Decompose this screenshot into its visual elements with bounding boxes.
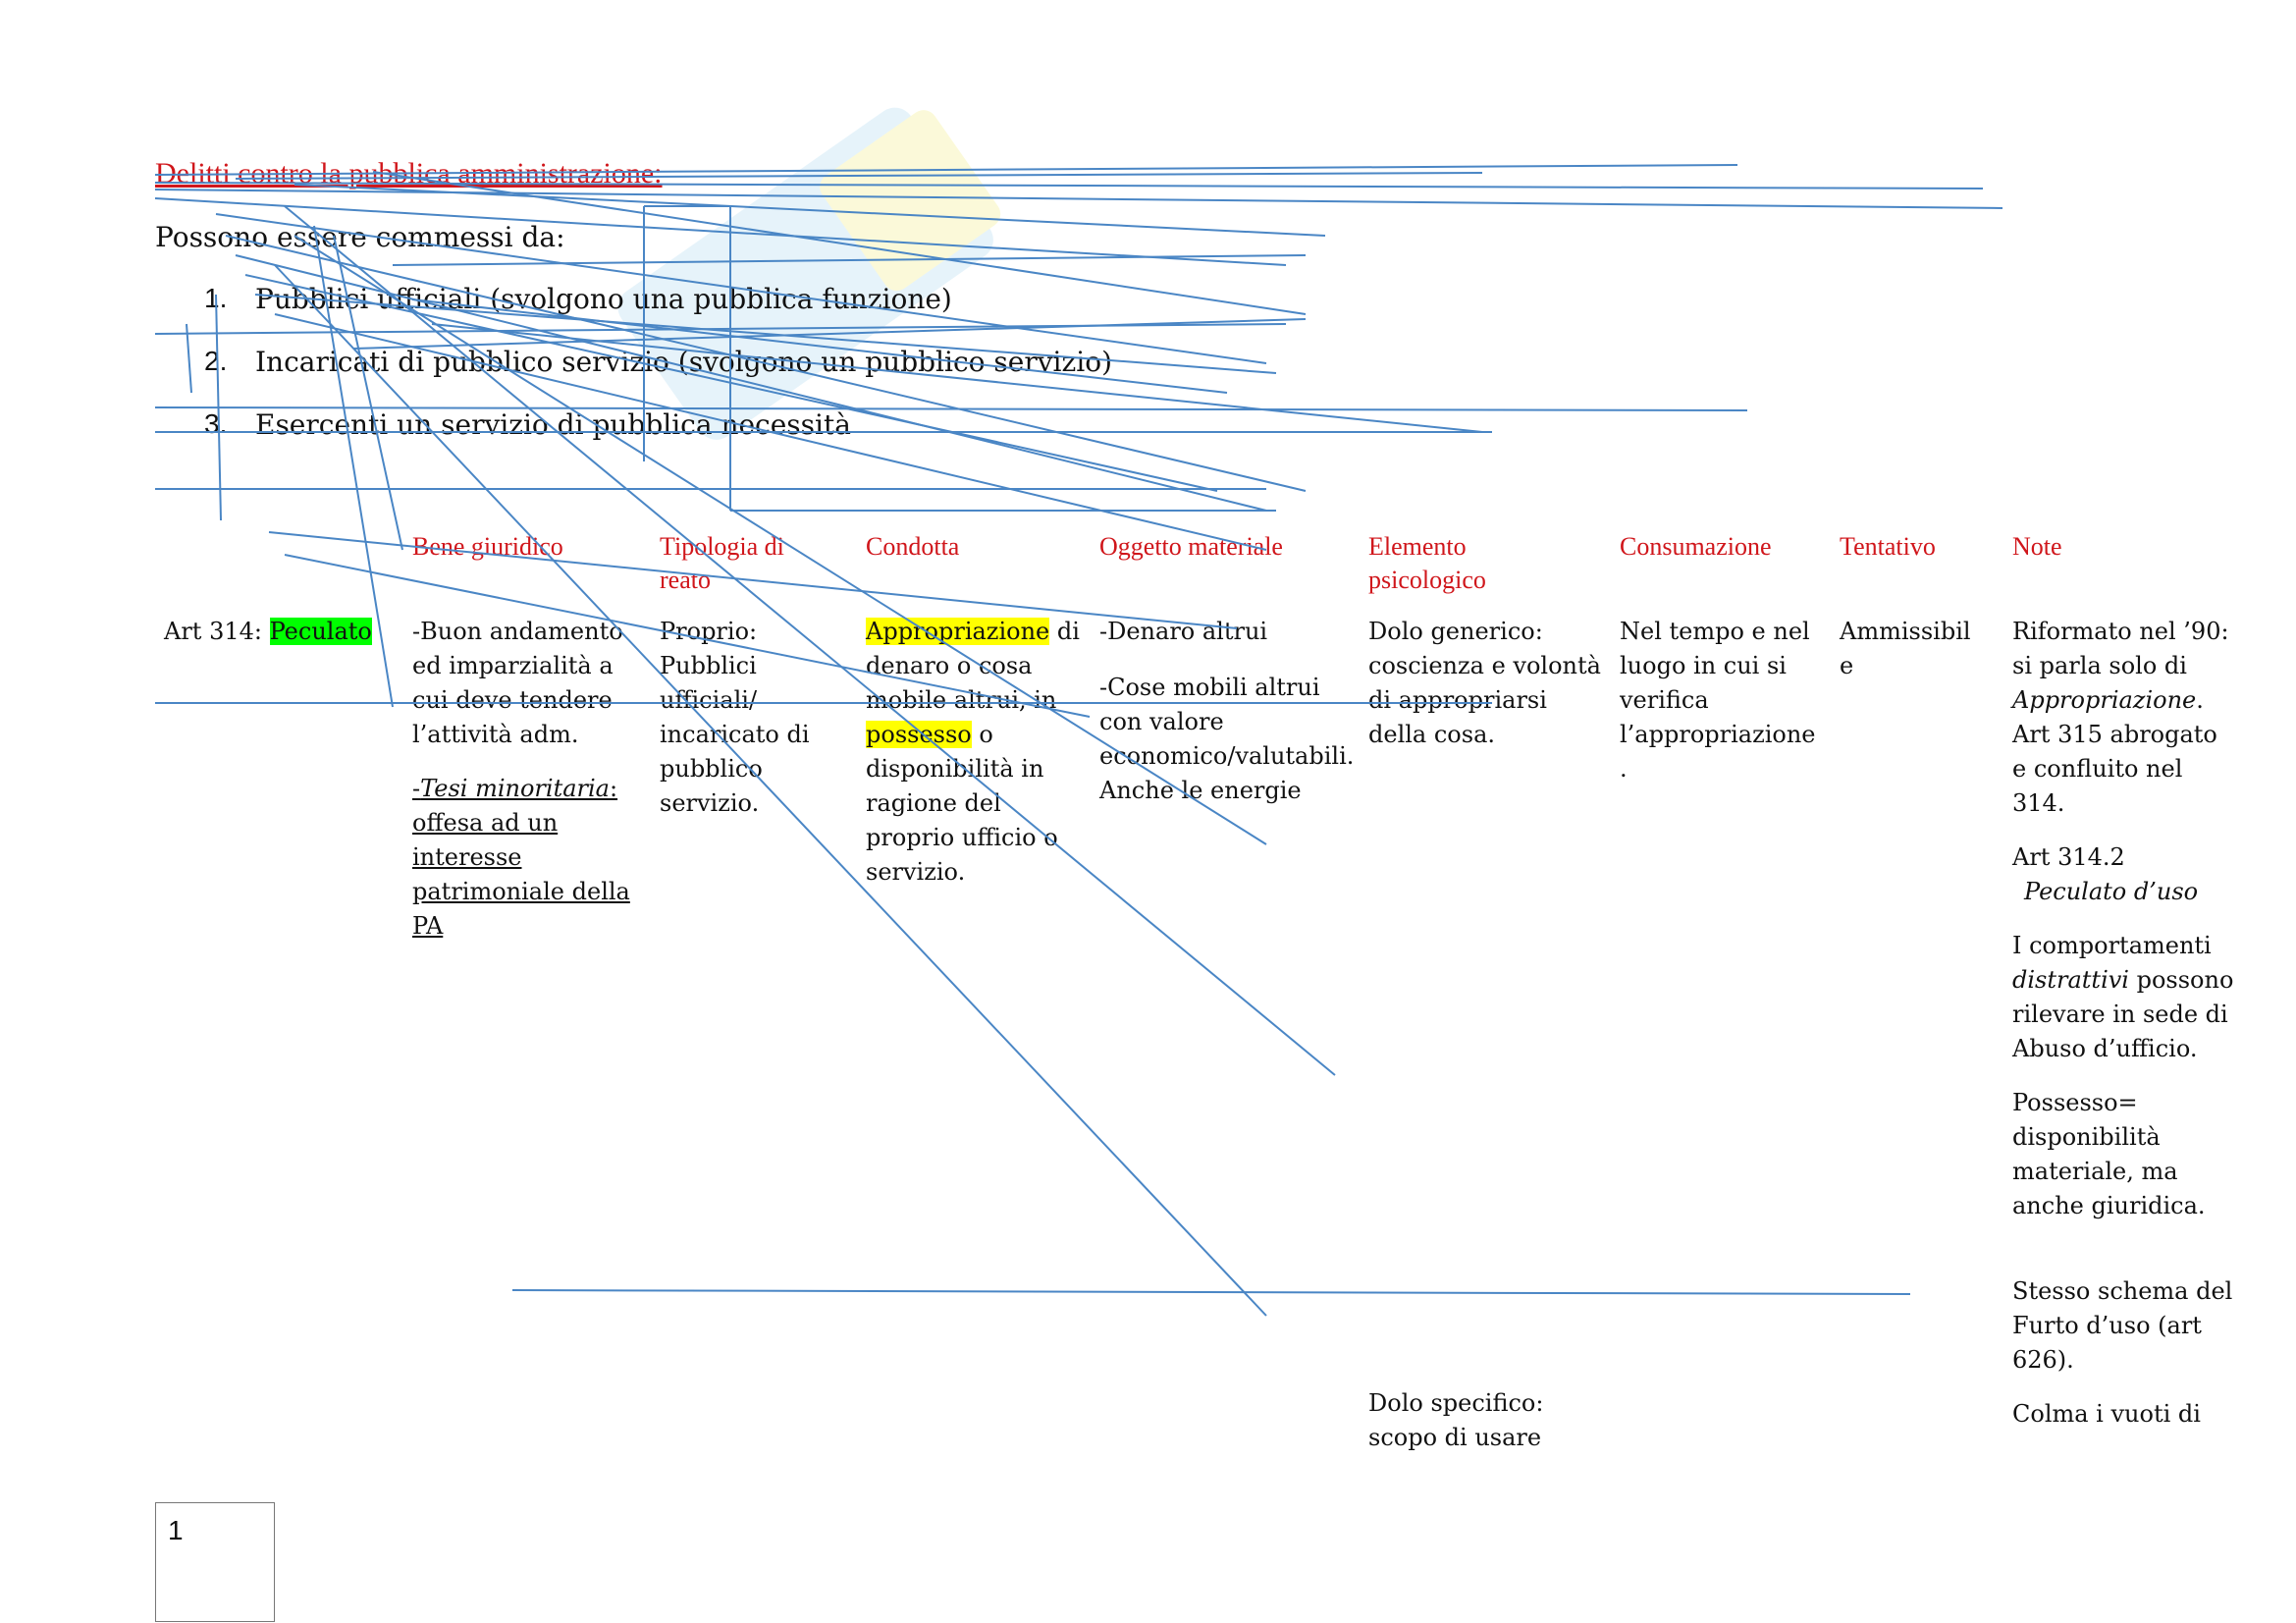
header-tentativo: Tentativo xyxy=(1840,532,1936,561)
cell-note: Riformato nel ’90: si parla solo di Appropriazione. Art 315 abrogato e confluito nel 314. Art 314.2 Peculato d’uso I comportamenti distrattivi possono rilevare in sede di Abuso d’ufficio. Possesso= disponibilità materiale, ma anche giuridica. xyxy=(2012,618,2234,1219)
list-item: 2. Incaricati di pubblico servizio (svolgono un pubblico servizio) xyxy=(204,346,1112,378)
intro-text: Possono essere commessi da: xyxy=(155,221,565,253)
cell-note-continued: Stesso schema del Furto d’uso (art 626). Colma i vuoti di xyxy=(2012,1277,2233,1428)
cell-elemento-psicologico-dolo-specifico: Dolo specifico: scopo di usare xyxy=(1368,1389,1544,1451)
document-title: Delitti contro la pubblica amministrazione: xyxy=(155,157,663,189)
cell-tipologia: Proprio: Pubblici ufficiali/ incaricato di pubblico servizio. xyxy=(660,618,810,817)
list-item: 3. Esercenti un servizio di pubblica necessità xyxy=(204,408,851,441)
cell-consumazione: Nel tempo e nel luogo in cui si verifica l’appropriazione . xyxy=(1620,618,1816,783)
header-oggetto-materiale: Oggetto materiale xyxy=(1099,532,1283,561)
row-article-label: Art 314: Peculato xyxy=(164,618,372,645)
header-consumazione: Consumazione xyxy=(1620,532,1772,561)
page-number: 1 xyxy=(155,1502,275,1622)
article-name-highlight: Peculato xyxy=(269,618,372,645)
cell-elemento-psicologico: Dolo generico: coscienza e volontà di appropriarsi della cosa. xyxy=(1368,618,1601,748)
subject-list xyxy=(204,283,1112,471)
header-elemento-psicologico: Elemento psicologico xyxy=(1368,532,1486,594)
header-condotta: Condotta xyxy=(866,532,960,561)
cell-condotta: Appropriazione di denaro o cosa mobile altrui, in possesso o disponibilità in ragione del proprio ufficio o servizio. xyxy=(866,618,1080,886)
cell-tentativo: Ammissibil e xyxy=(1840,618,1971,679)
cell-bene-giuridico: -Buon andamento ed imparzialità a cui deve tendere l’attività adm. -Tesi minoritaria: offesa ad un interesse patrimoniale della PA xyxy=(412,618,630,940)
cell-oggetto-materiale: -Denaro altrui -Cose mobili altrui con valore economico/valutabili. Anche le energie xyxy=(1099,618,1355,804)
list-item: 1. Pubblici ufficiali (svolgono una pubblica funzione) xyxy=(204,283,952,315)
header-bene-giuridico: Bene giuridico xyxy=(412,532,563,561)
header-tipologia: Tipologia di reato xyxy=(660,532,784,594)
header-note: Note xyxy=(2012,532,2062,561)
